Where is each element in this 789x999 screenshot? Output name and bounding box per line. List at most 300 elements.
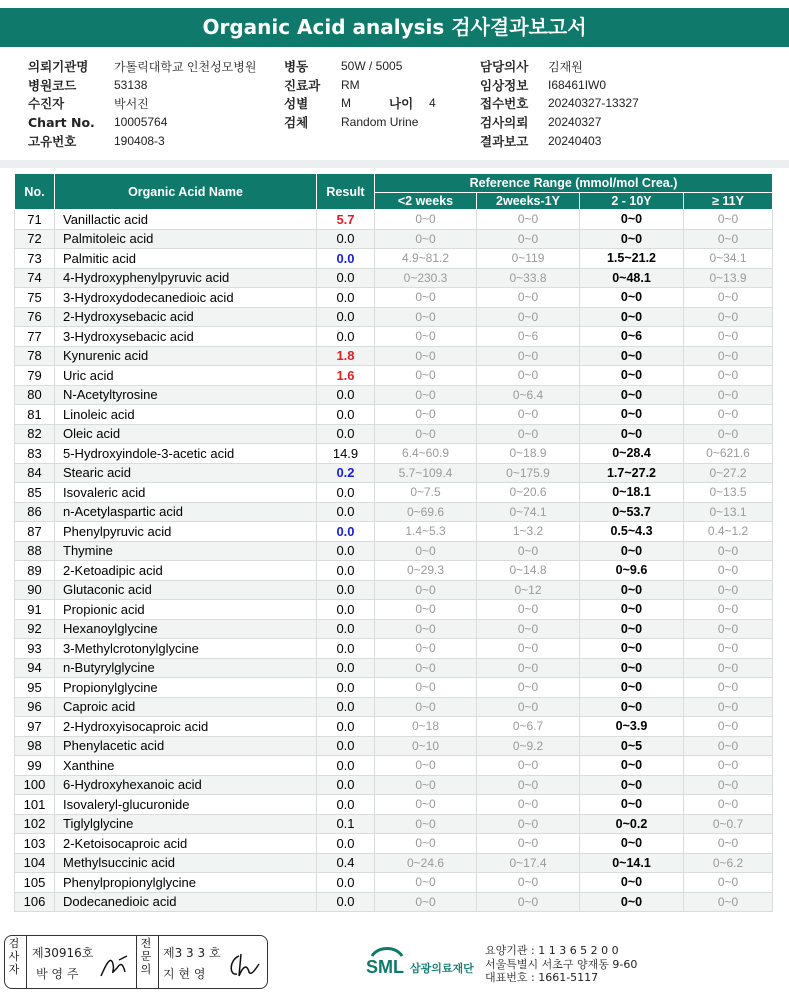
ref-11y-plus: 0~13.5: [684, 483, 773, 503]
result-value: 0.0: [317, 639, 375, 659]
ref-2-10y: 0.5~4.3: [580, 522, 684, 542]
acid-name: 6-Hydroxyhexanoic acid: [55, 775, 317, 795]
ref-under-2-weeks: 0~0: [375, 541, 477, 561]
ref-11y-plus: 0~0: [684, 327, 773, 347]
subheader-age-group: <2 weeks: [375, 193, 477, 210]
examiner-label: 검 사 자: [8, 937, 20, 976]
ref-2weeks-1y: 0~0: [477, 424, 580, 444]
info-field-value: 가톨릭대학교 인천성모병원: [114, 59, 257, 74]
table-row: [15, 346, 773, 366]
ref-11y-plus: 0~0: [684, 424, 773, 444]
row-number: 73: [15, 249, 55, 269]
result-value: 14.9: [317, 444, 375, 464]
table-row: [15, 600, 773, 620]
row-number: 94: [15, 658, 55, 678]
ref-2-10y: 0~0: [580, 873, 684, 893]
ref-11y-plus: 0~0: [684, 717, 773, 737]
info-field-row: [480, 94, 639, 113]
info-field-label: 검사의뢰: [480, 115, 529, 131]
table-row: [15, 580, 773, 600]
result-value: 0.0: [317, 561, 375, 581]
ref-11y-plus: 0~0: [684, 619, 773, 639]
table-row: [15, 892, 773, 912]
info-col-1: [28, 57, 256, 150]
result-value: 0.0: [317, 717, 375, 737]
ref-11y-plus: 0~13.9: [684, 268, 773, 288]
result-value: 1.8: [317, 346, 375, 366]
table-row: [15, 853, 773, 873]
ref-2weeks-1y: 0~0: [477, 892, 580, 912]
row-number: 74: [15, 268, 55, 288]
ref-2-10y: 0~0: [580, 346, 684, 366]
row-number: 97: [15, 717, 55, 737]
ref-2weeks-1y: 0~175.9: [477, 463, 580, 483]
ref-under-2-weeks: 0~0: [375, 795, 477, 815]
acid-name: Isovaleric acid: [55, 483, 317, 503]
table-row: [15, 736, 773, 756]
ref-11y-plus: 0~0: [684, 639, 773, 659]
ref-11y-plus: 0~0: [684, 600, 773, 620]
section-divider: [0, 160, 789, 168]
row-number: 106: [15, 892, 55, 912]
info-field-value: 김재원: [548, 59, 583, 74]
result-value: 0.0: [317, 619, 375, 639]
ref-11y-plus: 0~621.6: [684, 444, 773, 464]
table-row: [15, 210, 773, 230]
row-number: 72: [15, 229, 55, 249]
acid-name: Palmitic acid: [55, 249, 317, 269]
info-field-label: 진료과: [284, 77, 321, 93]
ref-11y-plus: 0~0: [684, 658, 773, 678]
ref-2weeks-1y: 0~0: [477, 756, 580, 776]
info-field-row: [28, 94, 256, 113]
row-number: 90: [15, 580, 55, 600]
table-row: [15, 873, 773, 893]
acid-name: 2-Ketoadipic acid: [55, 561, 317, 581]
ref-2weeks-1y: 0~0: [477, 775, 580, 795]
result-value: 0.0: [317, 756, 375, 776]
ref-2weeks-1y: 0~12: [477, 580, 580, 600]
ref-under-2-weeks: 4.9~81.2: [375, 249, 477, 269]
row-number: 77: [15, 327, 55, 347]
ref-2-10y: 0~0: [580, 756, 684, 776]
svg-text:SML: SML: [366, 957, 404, 977]
table-row: [15, 678, 773, 698]
acid-name: 3-Methylcrotonylglycine: [55, 639, 317, 659]
subheader-age-group: 2weeks-1Y: [477, 193, 580, 210]
info-field-value: Random Urine: [341, 115, 419, 130]
col-header-no: No.: [15, 174, 55, 210]
ref-2weeks-1y: 0~14.8: [477, 561, 580, 581]
ref-2-10y: 1.7~27.2: [580, 463, 684, 483]
acid-name: 4-Hydroxyphenylpyruvic acid: [55, 268, 317, 288]
row-number: 83: [15, 444, 55, 464]
row-number: 86: [15, 502, 55, 522]
examiner-name: 박 영 주: [36, 967, 79, 981]
ref-11y-plus: 0~0: [684, 307, 773, 327]
ref-11y-plus: 0~0.7: [684, 814, 773, 834]
result-value: 0.0: [317, 697, 375, 717]
ref-2weeks-1y: 0~74.1: [477, 502, 580, 522]
result-value: 0.0: [317, 385, 375, 405]
row-number: 81: [15, 405, 55, 425]
acid-name: Glutaconic acid: [55, 580, 317, 600]
info-col-3: [480, 57, 639, 150]
ref-2weeks-1y: 0~6.7: [477, 717, 580, 737]
ref-under-2-weeks: 0~0: [375, 873, 477, 893]
row-number: 101: [15, 795, 55, 815]
info-col-2: [284, 57, 436, 131]
table-row: [15, 522, 773, 542]
ref-2-10y: 0~0: [580, 658, 684, 678]
result-value: 5.7: [317, 210, 375, 230]
result-value: 0.0: [317, 834, 375, 854]
table-row: [15, 268, 773, 288]
result-value: 0.0: [317, 288, 375, 308]
ref-2-10y: 0~0: [580, 795, 684, 815]
ref-2weeks-1y: 0~9.2: [477, 736, 580, 756]
table-row: [15, 639, 773, 659]
ref-11y-plus: 0~0: [684, 834, 773, 854]
ref-2-10y: 0~0: [580, 678, 684, 698]
acid-name: N-Acetyltyrosine: [55, 385, 317, 405]
table-row: [15, 424, 773, 444]
ref-under-2-weeks: 6.4~60.9: [375, 444, 477, 464]
info-field-row: [480, 57, 639, 76]
result-value: 0.0: [317, 483, 375, 503]
result-value: 0.0: [317, 580, 375, 600]
info-field-value: RM: [341, 77, 360, 92]
result-value: 0.0: [317, 249, 375, 269]
info-field-row: [28, 113, 256, 132]
ref-2-10y: 0~0: [580, 307, 684, 327]
result-value: 0.2: [317, 463, 375, 483]
row-number: 98: [15, 736, 55, 756]
age-value: 4: [429, 96, 436, 111]
ref-2weeks-1y: 0~0: [477, 678, 580, 698]
ref-2weeks-1y: 0~33.8: [477, 268, 580, 288]
acid-name: Palmitoleic acid: [55, 229, 317, 249]
ref-under-2-weeks: 0~0: [375, 327, 477, 347]
table-row: [15, 385, 773, 405]
acid-name: Oleic acid: [55, 424, 317, 444]
ref-under-2-weeks: 0~0: [375, 619, 477, 639]
table-row: [15, 288, 773, 308]
ref-2-10y: 0~0: [580, 288, 684, 308]
result-value: 0.0: [317, 873, 375, 893]
row-number: 105: [15, 873, 55, 893]
acid-name: Kynurenic acid: [55, 346, 317, 366]
ref-2weeks-1y: 0~0: [477, 658, 580, 678]
ref-2weeks-1y: 0~6.4: [477, 385, 580, 405]
ref-11y-plus: 0~0: [684, 892, 773, 912]
ref-2-10y: 0~0: [580, 229, 684, 249]
col-header-reference: Reference Range (mmol/mol Crea.): [375, 174, 773, 193]
ref-2weeks-1y: 0~0: [477, 795, 580, 815]
ref-2weeks-1y: 0~0: [477, 873, 580, 893]
info-field-label: 검체: [284, 115, 309, 131]
info-field-row: [284, 57, 436, 76]
info-field-label: 임상정보: [480, 77, 529, 93]
result-value: 0.0: [317, 502, 375, 522]
result-value: 1.6: [317, 366, 375, 386]
table-row: [15, 775, 773, 795]
result-value: 0.4: [317, 853, 375, 873]
table-row: [15, 561, 773, 581]
ref-2weeks-1y: 0~0: [477, 229, 580, 249]
ref-11y-plus: 0~13.1: [684, 502, 773, 522]
info-field-label: 결과보고: [480, 133, 529, 149]
ref-under-2-weeks: 0~0: [375, 814, 477, 834]
ref-under-2-weeks: 0~0: [375, 775, 477, 795]
result-value: 0.0: [317, 658, 375, 678]
ref-2weeks-1y: 0~0: [477, 346, 580, 366]
ref-2-10y: 0~0: [580, 385, 684, 405]
row-number: 96: [15, 697, 55, 717]
sml-logo: [366, 944, 484, 980]
result-value: 0.0: [317, 268, 375, 288]
row-number: 93: [15, 639, 55, 659]
row-number: 100: [15, 775, 55, 795]
ref-2-10y: 0~0: [580, 424, 684, 444]
result-value: 0.0: [317, 522, 375, 542]
row-number: 89: [15, 561, 55, 581]
ref-2weeks-1y: 0~0: [477, 307, 580, 327]
ref-11y-plus: 0~0: [684, 736, 773, 756]
info-field-value: 박서진: [114, 96, 149, 111]
ref-2weeks-1y: 0~0: [477, 814, 580, 834]
acid-name: Linoleic acid: [55, 405, 317, 425]
row-number: 79: [15, 366, 55, 386]
ref-11y-plus: 0~0: [684, 795, 773, 815]
acid-name: Vanillactic acid: [55, 210, 317, 230]
ref-11y-plus: 0~0: [684, 288, 773, 308]
ref-under-2-weeks: 0~0: [375, 210, 477, 230]
specialist-cert-no: 제3 3 3 호: [163, 946, 221, 960]
table-row: [15, 307, 773, 327]
ref-under-2-weeks: 0~0: [375, 580, 477, 600]
ref-2-10y: 0~53.7: [580, 502, 684, 522]
ref-under-2-weeks: 0~0: [375, 366, 477, 386]
table-row: [15, 756, 773, 776]
result-value: 0.0: [317, 795, 375, 815]
table-row: [15, 834, 773, 854]
row-number: 71: [15, 210, 55, 230]
acid-name: Uric acid: [55, 366, 317, 386]
ref-2-10y: 0~14.1: [580, 853, 684, 873]
info-field-label: 접수번호: [480, 96, 529, 112]
info-field-label: 수진자: [28, 96, 65, 112]
row-number: 75: [15, 288, 55, 308]
ref-2-10y: 0~6: [580, 327, 684, 347]
ref-under-2-weeks: 0~0: [375, 892, 477, 912]
ref-under-2-weeks: 0~0: [375, 834, 477, 854]
ref-2-10y: 0~5: [580, 736, 684, 756]
info-field-value: 50W / 5005: [341, 59, 403, 74]
info-field-row: [284, 94, 436, 113]
acid-name: Xanthine: [55, 756, 317, 776]
ref-2-10y: 0~48.1: [580, 268, 684, 288]
ref-under-2-weeks: 0~0: [375, 424, 477, 444]
info-field-label: 병동: [284, 59, 309, 75]
result-value: 0.0: [317, 229, 375, 249]
ref-under-2-weeks: 0~18: [375, 717, 477, 737]
specialist-label: 전 문 의: [140, 937, 152, 976]
ref-2-10y: 0~0.2: [580, 814, 684, 834]
ref-2-10y: 1.5~21.2: [580, 249, 684, 269]
ref-11y-plus: 0~0: [684, 346, 773, 366]
subheader-age-group: ≥ 11Y: [684, 193, 773, 210]
table-row: [15, 463, 773, 483]
row-number: 95: [15, 678, 55, 698]
ref-2weeks-1y: 0~0: [477, 619, 580, 639]
acid-name: Phenylacetic acid: [55, 736, 317, 756]
result-value: 0.0: [317, 600, 375, 620]
ref-2-10y: 0~28.4: [580, 444, 684, 464]
ref-under-2-weeks: 0~230.3: [375, 268, 477, 288]
info-field-row: [284, 113, 436, 132]
row-number: 102: [15, 814, 55, 834]
ref-2weeks-1y: 0~0: [477, 697, 580, 717]
ref-under-2-weeks: 0~29.3: [375, 561, 477, 581]
ref-2-10y: 0~3.9: [580, 717, 684, 737]
info-field-value: I68461IW0: [548, 77, 607, 92]
ref-11y-plus: 0~27.2: [684, 463, 773, 483]
ref-2-10y: 0~0: [580, 892, 684, 912]
table-row: [15, 366, 773, 386]
result-value: 0.0: [317, 327, 375, 347]
row-number: 88: [15, 541, 55, 561]
ref-11y-plus: 0~0: [684, 210, 773, 230]
result-value: 0.0: [317, 424, 375, 444]
ref-11y-plus: 0~0: [684, 678, 773, 698]
ref-2-10y: 0~0: [580, 775, 684, 795]
ref-11y-plus: 0~0: [684, 541, 773, 561]
ref-2-10y: 0~0: [580, 580, 684, 600]
col-header-result: Result: [317, 174, 375, 210]
result-value: 0.0: [317, 541, 375, 561]
info-field-value: 20240327-13327: [548, 96, 639, 111]
ref-under-2-weeks: 0~0: [375, 385, 477, 405]
row-number: 84: [15, 463, 55, 483]
org-info: [485, 944, 637, 985]
ref-11y-plus: 0.4~1.2: [684, 522, 773, 542]
info-field-value: 20240327: [548, 115, 602, 130]
table-row: [15, 795, 773, 815]
ref-2-10y: 0~0: [580, 834, 684, 854]
info-field-label: 고유번호: [28, 133, 77, 149]
row-number: 103: [15, 834, 55, 854]
ref-under-2-weeks: 0~24.6: [375, 853, 477, 873]
info-field-row: [28, 57, 256, 76]
acid-name: Propionylglycine: [55, 678, 317, 698]
info-field-label: 의뢰기관명: [28, 59, 89, 75]
specialist-signature: [225, 950, 263, 982]
table-row: [15, 483, 773, 503]
acid-name: Caproic acid: [55, 697, 317, 717]
acid-name: n-Butyrylglycine: [55, 658, 317, 678]
info-field-value: M: [341, 96, 351, 111]
ref-2weeks-1y: 0~0: [477, 834, 580, 854]
row-number: 92: [15, 619, 55, 639]
info-field-row: [28, 131, 256, 150]
table-row: [15, 444, 773, 464]
row-number: 85: [15, 483, 55, 503]
acid-name: Dodecanedioic acid: [55, 892, 317, 912]
ref-2-10y: 0~0: [580, 210, 684, 230]
row-number: 99: [15, 756, 55, 776]
ref-11y-plus: 0~0: [684, 697, 773, 717]
info-field-label: 성별: [284, 96, 309, 112]
ref-2-10y: 0~0: [580, 639, 684, 659]
ref-under-2-weeks: 0~0: [375, 405, 477, 425]
ref-11y-plus: 0~0: [684, 405, 773, 425]
info-field-row: [480, 131, 639, 150]
table-row: [15, 502, 773, 522]
ref-2weeks-1y: 0~0: [477, 210, 580, 230]
ref-under-2-weeks: 0~69.6: [375, 502, 477, 522]
ref-2weeks-1y: 0~17.4: [477, 853, 580, 873]
info-field-label: Chart No.: [28, 114, 95, 130]
row-number: 87: [15, 522, 55, 542]
row-number: 82: [15, 424, 55, 444]
acid-name: Isovaleryl-glucuronide: [55, 795, 317, 815]
ref-under-2-weeks: 0~0: [375, 288, 477, 308]
ref-under-2-weeks: 0~0: [375, 307, 477, 327]
report-title: Organic Acid analysis 검사결과보고서: [0, 8, 789, 47]
ref-under-2-weeks: 0~0: [375, 756, 477, 776]
result-value: 0.0: [317, 678, 375, 698]
ref-2-10y: 0~0: [580, 366, 684, 386]
specialist-name: 지 현 영: [163, 967, 206, 981]
signature-box: [4, 935, 268, 989]
acid-name: Propionic acid: [55, 600, 317, 620]
result-value: 0.0: [317, 307, 375, 327]
ref-2-10y: 0~0: [580, 405, 684, 425]
ref-11y-plus: 0~0: [684, 385, 773, 405]
ref-11y-plus: 0~0: [684, 775, 773, 795]
ref-under-2-weeks: 0~0: [375, 697, 477, 717]
org-phone: 대표번호 : 1661-5117: [485, 971, 599, 984]
age-label: 나이: [389, 96, 414, 112]
acid-name: Hexanoylglycine: [55, 619, 317, 639]
table-row: [15, 658, 773, 678]
ref-2-10y: 0~0: [580, 600, 684, 620]
info-field-value: 20240403: [548, 133, 602, 148]
row-number: 78: [15, 346, 55, 366]
info-field-value: 53138: [114, 77, 148, 92]
acid-name: Phenylpropionylglycine: [55, 873, 317, 893]
examiner-signature: [97, 952, 131, 982]
acid-name: Stearic acid: [55, 463, 317, 483]
ref-11y-plus: 0~34.1: [684, 249, 773, 269]
info-field-value: 190408-3: [114, 133, 165, 148]
ref-2-10y: 0~18.1: [580, 483, 684, 503]
table-row: [15, 327, 773, 347]
row-number: 76: [15, 307, 55, 327]
ref-2weeks-1y: 0~0: [477, 366, 580, 386]
acid-name: 3-Hydroxydodecanedioic acid: [55, 288, 317, 308]
ref-2-10y: 0~0: [580, 619, 684, 639]
examiner-cert-no: 제30916호: [32, 946, 94, 960]
ref-under-2-weeks: 0~0: [375, 346, 477, 366]
result-value: 0.0: [317, 405, 375, 425]
ref-2weeks-1y: 0~0: [477, 600, 580, 620]
table-row: [15, 814, 773, 834]
ref-2weeks-1y: 0~20.6: [477, 483, 580, 503]
result-value: 0.0: [317, 775, 375, 795]
col-header-name: Organic Acid Name: [55, 174, 317, 210]
